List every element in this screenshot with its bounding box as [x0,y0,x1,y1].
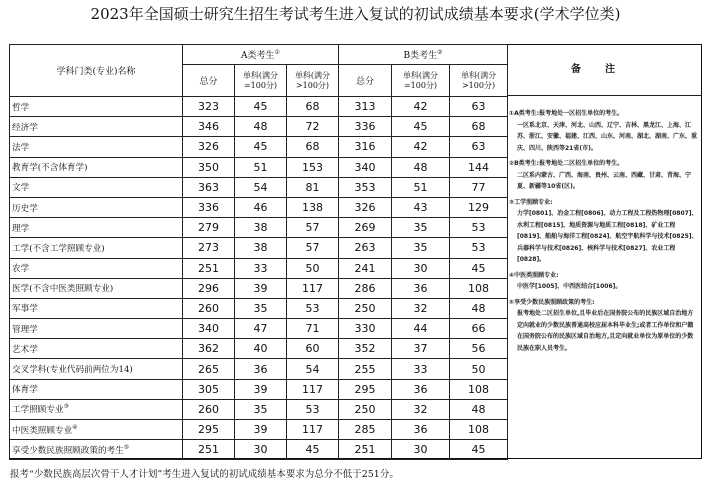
score-cell-a-2: 57 [287,238,339,258]
table-row [10,177,508,197]
subject-label: 文学 [12,183,30,194]
subject-label: 医学(不含中医类照顾专业) [12,284,114,295]
subject-note-mark: ③ [63,403,69,411]
remark-heading: ③工学照顾专业: [509,198,553,206]
score-cell-b-0: 326 [339,197,392,217]
subject-label: 交叉学科(专业代码前两位为14) [12,365,133,376]
score-cell-b-0: 340 [339,157,392,177]
header-b-single-100-line1: 单科(满分 [402,70,439,80]
header-b-single-gt100-line1: 单科(满分 [460,70,497,80]
subject-label: 管理学 [12,324,38,335]
remark-body: 报考地处二区招生单位,且毕业后在国务院公布的民族区域自治地方定向就业的少数民族普通高校应届本科毕业生;或者工作单位和户籍在国务院公布的民族区域自治地方,且定向就业单位为原单位的少数民族在职人员考生。 [517,310,694,352]
score-cell-b-1: 36 [392,278,450,298]
score-cell-a-2: 54 [287,359,339,379]
subject-cell [10,359,183,379]
score-cell-b-2: 56 [450,339,508,359]
table-row [10,278,508,298]
score-cell-a-2: 138 [287,197,339,217]
score-cell-b-2: 108 [450,379,508,399]
score-cell-b-2: 45 [450,258,508,278]
score-rows [10,97,508,460]
subject-cell [10,258,183,278]
subject-label: 艺术学 [12,344,38,355]
score-cell-a-0: 362 [183,339,235,359]
score-cell-a-1: 51 [235,157,287,177]
score-cell-a-2: 117 [287,278,339,298]
header-a-single-gt100-line1: 单科(满分 [294,70,331,80]
subject-cell [10,238,183,258]
remark-text: 报考地处一区招生单位的考生。 [539,110,624,117]
score-cell-b-2: 48 [450,399,508,419]
score-cell-a-2: 68 [287,97,339,117]
score-cell-b-0: 313 [339,97,392,117]
score-cell-b-2: 108 [450,420,508,440]
score-cell-a-0: 295 [183,420,235,440]
score-cell-a-0: 340 [183,319,235,339]
score-cell-b-2: 50 [450,359,508,379]
score-cell-a-0: 323 [183,97,235,117]
score-cell-a-0: 296 [183,278,235,298]
score-cell-b-1: 36 [392,379,450,399]
table-row [10,238,508,258]
subject-label: 工学(不含工学照顾专业) [12,243,105,254]
header-a-single-100 [235,65,287,97]
subject-cell [10,157,183,177]
score-cell-b-0: 263 [339,238,392,258]
subject-cell [10,319,183,339]
remark-body: 二区系内蒙古、广西、海南、贵州、云南、西藏、甘肃、青海、宁夏、新疆等10省(区)。 [517,171,692,190]
header-group-b-mark: ② [437,49,443,56]
score-cell-a-1: 39 [235,379,287,399]
table-row [10,359,508,379]
subject-label: 工学照顾专业 [12,405,64,416]
score-cell-a-0: 251 [183,258,235,278]
score-cell-a-0: 265 [183,359,235,379]
subject-label: 经济学 [12,122,38,133]
score-cell-a-1: 38 [235,238,287,258]
score-cell-b-1: 30 [392,258,450,278]
subject-cell [10,218,183,238]
header-b-single-gt100-line2: >100分) [461,80,496,90]
score-cell-b-2: 66 [450,319,508,339]
score-cell-b-1: 35 [392,238,450,258]
header-a-single-gt100 [287,65,339,97]
score-cell-a-0: 251 [183,440,235,460]
subject-label: 教育学(不含体育学) [12,163,88,174]
header-a-single-100-line1: 单科(满分 [242,70,279,80]
subject-cell [10,117,183,137]
score-cell-b-1: 44 [392,319,450,339]
score-cell-b-0: 336 [339,117,392,137]
subject-cell [10,298,183,318]
score-cell-a-1: 35 [235,298,287,318]
score-cell-b-1: 30 [392,440,450,460]
score-cell-a-1: 39 [235,420,287,440]
subject-cell [10,197,183,217]
score-cell-a-1: 46 [235,197,287,217]
table-row [10,117,508,137]
score-cell-a-2: 60 [287,339,339,359]
score-cell-b-1: 36 [392,420,450,440]
header-b-total: 总分 [339,65,392,97]
score-cell-a-2: 71 [287,319,339,339]
remarks-panel [509,108,699,358]
score-cell-b-2: 53 [450,238,508,258]
score-cell-a-1: 30 [235,440,287,460]
score-cell-b-1: 42 [392,137,450,157]
score-cell-b-2: 129 [450,197,508,217]
score-cell-a-0: 273 [183,238,235,258]
score-cell-a-0: 260 [183,298,235,318]
header-a-single-100-line2: =100分) [243,80,278,90]
remark-text: 报考地处二区招生单位的考生。 [539,160,624,167]
score-cell-b-0: 353 [339,177,392,197]
score-cell-a-0: 346 [183,117,235,137]
footnote: 报考“少数民族高层次骨干人才计划”考生进入复试的初试成绩基本要求为总分不低于251分。 [10,469,399,480]
header-group-a-mark: ① [274,49,280,56]
score-cell-b-2: 53 [450,218,508,238]
table-row [10,399,508,419]
score-cell-a-2: 72 [287,117,339,137]
score-cell-a-0: 305 [183,379,235,399]
remark-item [509,158,699,193]
table-row [10,298,508,318]
score-cell-b-2: 144 [450,157,508,177]
score-cell-a-0: 279 [183,218,235,238]
table-row [10,319,508,339]
score-cell-a-0: 260 [183,399,235,419]
table-row [10,420,508,440]
score-cell-a-0: 336 [183,197,235,217]
subject-cell [10,420,183,440]
table-row [10,137,508,157]
subject-cell [10,440,183,460]
subject-cell [10,339,183,359]
score-cell-b-1: 42 [392,97,450,117]
subject-label: 理学 [12,223,30,234]
score-cell-b-0: 285 [339,420,392,440]
subject-label: 中医类照顾专业 [12,425,73,436]
score-cell-b-1: 33 [392,359,450,379]
score-cell-b-1: 35 [392,218,450,238]
score-table [9,44,508,460]
score-cell-a-0: 326 [183,137,235,157]
score-cell-a-1: 48 [235,117,287,137]
score-cell-a-1: 36 [235,359,287,379]
score-cell-b-2: 45 [450,440,508,460]
subject-cell [10,278,183,298]
table-row [10,197,508,217]
score-cell-a-2: 50 [287,258,339,278]
subject-cell [10,379,183,399]
subject-label: 军事学 [12,304,38,315]
table-row [10,258,508,278]
score-cell-b-2: 48 [450,298,508,318]
score-cell-b-0: 250 [339,298,392,318]
score-cell-a-2: 45 [287,440,339,460]
header-a-total: 总分 [183,65,235,97]
score-cell-a-0: 350 [183,157,235,177]
remark-item [509,108,699,154]
page-title: 2023年全国硕士研究生招生考试考生进入复试的初试成绩基本要求(学术学位类) [90,5,621,23]
subject-label: 农学 [12,264,30,275]
score-cell-a-2: 53 [287,298,339,318]
score-cell-a-1: 45 [235,137,287,157]
score-cell-a-2: 153 [287,157,339,177]
remark-item [509,270,699,293]
header-a-single-gt100-line2: >100分) [295,80,330,90]
score-cell-b-0: 286 [339,278,392,298]
header-b-single-100 [392,65,450,97]
score-cell-b-1: 32 [392,399,450,419]
header-b-single-100-line2: =100分) [403,80,438,90]
table-row [10,97,508,117]
subject-cell [10,137,183,157]
header-group-a-label: A类考生 [241,51,275,61]
header-group-a [183,45,339,65]
score-cell-b-1: 43 [392,197,450,217]
score-cell-b-1: 45 [392,117,450,137]
score-cell-a-2: 53 [287,399,339,419]
score-cell-b-0: 352 [339,339,392,359]
score-cell-b-1: 48 [392,157,450,177]
subject-cell [10,399,183,419]
subject-cell [10,177,183,197]
score-cell-a-2: 68 [287,137,339,157]
score-cell-b-0: 330 [339,319,392,339]
score-cell-b-2: 63 [450,97,508,117]
table-row [10,379,508,399]
score-cell-b-1: 37 [392,339,450,359]
score-cell-a-1: 45 [235,97,287,117]
subject-note-mark: ⑤ [123,443,130,451]
remark-heading: ②B类考生: [509,160,540,167]
score-cell-a-1: 38 [235,218,287,238]
remark-body: 一区系北京、天津、河北、山西、辽宁、吉林、黑龙江、上海、江苏、浙江、安徽、福建、江西、山东、河南、湖北、湖南、广东、重庆、四川、陕西等21省(市)。 [517,121,698,152]
remark-item [509,297,699,355]
header-group-b-label: B类考生 [403,51,438,61]
subject-label: 享受少数民族照顾政策的考生 [12,445,124,456]
subject-label: 法学 [12,142,30,153]
subject-label: 体育学 [12,385,38,396]
remarks-header: 备注 [507,44,702,96]
table-row [10,440,508,460]
header-subject: 学科门类(专业)名称 [10,45,183,97]
score-cell-a-1: 40 [235,339,287,359]
score-cell-b-0: 255 [339,359,392,379]
score-cell-b-2: 108 [450,278,508,298]
score-cell-b-2: 63 [450,137,508,157]
subject-cell [10,97,183,117]
score-cell-a-1: 33 [235,258,287,278]
score-cell-b-0: 295 [339,379,392,399]
score-cell-b-0: 250 [339,399,392,419]
score-cell-b-1: 51 [392,177,450,197]
header-row-groups [10,45,508,65]
score-cell-b-0: 316 [339,137,392,157]
score-cell-a-1: 39 [235,278,287,298]
table-row [10,339,508,359]
score-cell-a-1: 54 [235,177,287,197]
score-cell-b-2: 68 [450,117,508,137]
score-cell-b-2: 77 [450,177,508,197]
score-cell-a-2: 81 [287,177,339,197]
score-cell-a-2: 57 [287,218,339,238]
remark-body: 力学[0801]、冶金工程[0806]、动力工程及工程热物理[0807]、水利工程[0815]、地质资源与地质工程[0818]、矿业工程[0819]、船舶与海洋工程[0824]、航空宇航科学与技术[0825]、兵器科学与技术[0826]、核科学与技术[0827]、农业工程[0828]。 [517,210,698,263]
score-cell-b-0: 241 [339,258,392,278]
remark-body: 中医学[1005]、中西医结合[1006]。 [517,283,622,290]
table-row [10,157,508,177]
remark-heading: ④中医类照顾专业: [509,271,559,279]
remark-heading: ①A类考生: [509,110,540,117]
remark-heading: ⑤享受少数民族照顾政策的考生: [509,298,595,306]
subject-label: 哲学 [12,102,30,113]
score-cell-a-1: 47 [235,319,287,339]
score-cell-b-0: 251 [339,440,392,460]
score-cell-a-2: 117 [287,420,339,440]
remark-item [509,197,699,266]
score-cell-b-0: 269 [339,218,392,238]
score-cell-b-1: 32 [392,298,450,318]
subject-note-mark: ④ [72,423,78,431]
table-row [10,218,508,238]
score-cell-a-1: 35 [235,399,287,419]
subject-label: 历史学 [12,203,38,214]
header-group-b [339,45,508,65]
header-b-single-gt100 [450,65,508,97]
score-cell-a-2: 117 [287,379,339,399]
score-cell-a-0: 363 [183,177,235,197]
